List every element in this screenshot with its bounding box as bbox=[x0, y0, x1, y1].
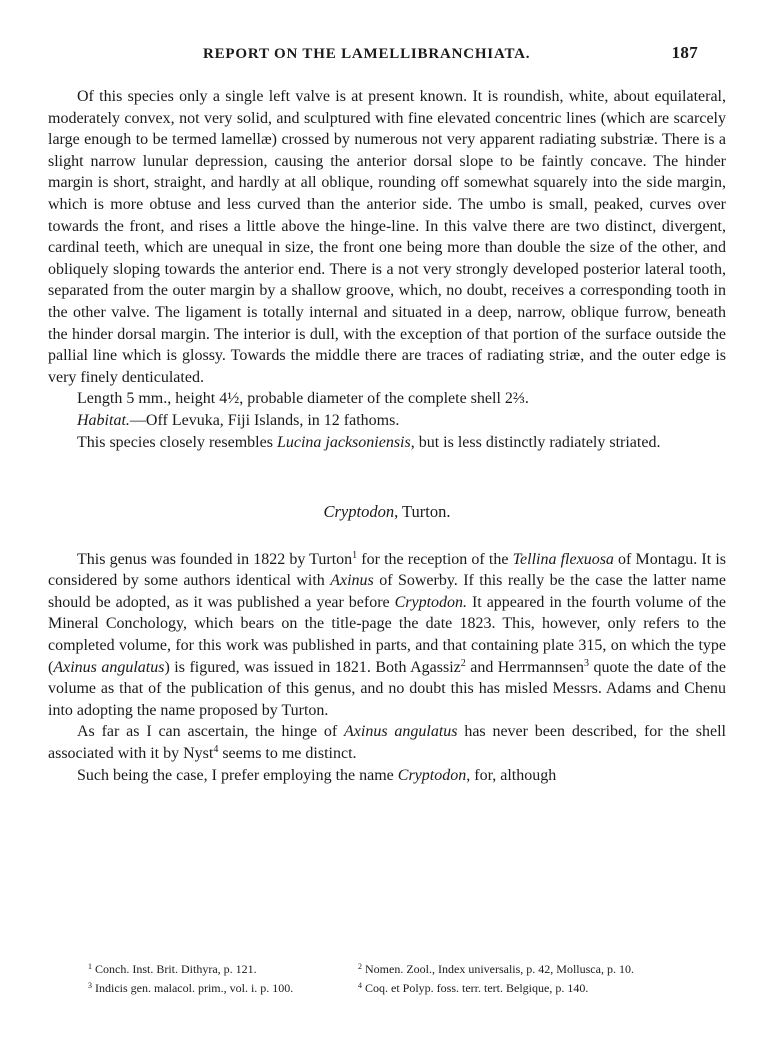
text-run: , for, although bbox=[466, 766, 557, 784]
running-title: REPORT ON THE LAMELLIBRANCHIATA. bbox=[203, 46, 531, 62]
page-number: 187 bbox=[671, 43, 698, 62]
footnote-mark: 4 bbox=[358, 981, 362, 990]
habitat-label: Habitat. bbox=[77, 411, 130, 429]
paragraph-genus-history bbox=[48, 549, 726, 722]
footnote-4 bbox=[358, 979, 708, 998]
species-name: Lucina jacksoniensis bbox=[276, 433, 411, 451]
text-run: and Herrmannsen bbox=[465, 658, 584, 676]
footnote-text: Indicis gen. malacol. prim., vol. i. p. 100. bbox=[95, 981, 294, 995]
footnote-text: Nomen. Zool., Index universalis, p. 42, Mollusca, p. 10. bbox=[365, 962, 634, 976]
running-head bbox=[78, 43, 698, 63]
footnote-1 bbox=[88, 960, 358, 979]
paragraph-habitat bbox=[48, 410, 726, 432]
footnote-3 bbox=[88, 979, 358, 998]
paragraph-hinge bbox=[48, 721, 726, 764]
footnote-mark: 2 bbox=[358, 962, 362, 971]
footnote-2 bbox=[358, 960, 708, 979]
genus-author: , Turton. bbox=[394, 502, 451, 522]
text-run: seems to me distinct. bbox=[218, 745, 357, 763]
text-run: for the reception of the bbox=[357, 550, 513, 568]
species-name: Tellina flexuosa bbox=[512, 550, 614, 568]
footnote-ref-2[interactable]: 2 bbox=[460, 657, 466, 669]
footnote-ref-1[interactable]: 1 bbox=[352, 549, 358, 561]
text-run: quote the date of the volume as that of the publication of this genus, and no doubt this has misled Messrs. Adams and Chenu into adopting the name proposed by Turton. bbox=[48, 658, 726, 719]
footnote-ref-4[interactable]: 4 bbox=[213, 744, 219, 756]
footnote-mark: 3 bbox=[88, 981, 92, 990]
paragraph-measurements: Length 5 mm., height 4½, probable diameter of the complete shell 2⅔. bbox=[77, 390, 529, 408]
habitat-text: —Off Levuka, Fiji Islands, in 12 fathoms. bbox=[129, 411, 400, 429]
footnote-text: Coq. et Polyp. foss. terr. tert. Belgique, p. 140. bbox=[365, 981, 589, 995]
genus-name: Cryptodon bbox=[323, 502, 395, 522]
species-name: Axinus angulatus bbox=[344, 723, 458, 741]
genus-name: Axinus bbox=[330, 572, 374, 590]
paragraph-description: Of this species only a single left valve is at present known. It is roundish, white, about equilateral, moderately convex, not very solid, and sculptured with fine elevated concentric lines (which are scarcely large enough to be termed lamellæ) crossed by numerous not very apparent radiating substriæ. There is a slight narrow lunular depression, causing the anterior dorsal slope to be faintly concave. The hinder margin is short, straight, and hardly at all oblique, rounding off somewhat squarely into the side margin, which is more obtuse and less curved than the anterior side. The umbo is small, peaked, curves over towards the front, and rises a little above the hinge-line. In this valve there are two distinct, divergent, cardinal teeth, which are unequal in size, the front one being more than double the size of the other, and obliquely sloping towards the anterior end. There is a not very strongly developed posterior lateral tooth, separated from the outer margin by a shallow groove, which, no doubt, receives a corresponding tooth in the other valve. The ligament is totally internal and situated in a deep, narrow, oblique furrow, beneath the hinder dorsal margin. The interior is dull, with the exception of that portion of the surface outside the pallial line which is glossy. Towards the middle there are traces of radiating striæ, and the outer edge is very finely denticulated. bbox=[48, 88, 726, 386]
text-run: It appeared in the fourth volume of the Mineral Conchology, which bears on the title-page the date 1823. This, however, only refers to the completed volume, for this work was published in parts, and that containing plate 315, on which the type ( bbox=[48, 593, 727, 676]
text-run: , but is less distinctly radiately striated. bbox=[410, 433, 661, 451]
text-run: ) is figured, was issued in 1821. Both Agassiz bbox=[164, 658, 461, 676]
text-run: Such being the case, I prefer employing the name bbox=[77, 766, 398, 784]
body-text bbox=[48, 86, 726, 786]
genus-name: Cryptodon. bbox=[394, 593, 468, 611]
footnote-text: Conch. Inst. Brit. Dithyra, p. 121. bbox=[95, 962, 257, 976]
paragraph-conclusion bbox=[48, 765, 726, 787]
section-heading bbox=[48, 501, 726, 523]
text-run: This species closely resembles bbox=[77, 433, 277, 451]
footnote-ref-3[interactable]: 3 bbox=[583, 657, 589, 669]
species-name: Axinus angulatus bbox=[53, 658, 165, 676]
genus-name: Cryptodon bbox=[397, 766, 467, 784]
paragraph-comparison bbox=[48, 432, 726, 454]
text-run: As far as I can ascertain, the hinge of bbox=[77, 723, 345, 741]
text-run: This genus was founded in 1822 by Turton bbox=[77, 550, 353, 568]
footnote-mark: 1 bbox=[88, 962, 92, 971]
footnotes bbox=[88, 960, 708, 998]
text-run: of Sowerby. If this really be the case the latter name should be adopted, as it was published a year before bbox=[48, 572, 727, 611]
text-run: of Montagu. It is considered by some authors identical with bbox=[48, 550, 727, 590]
text-run: has never been described, for the shell associated with it by Nyst bbox=[48, 723, 726, 763]
